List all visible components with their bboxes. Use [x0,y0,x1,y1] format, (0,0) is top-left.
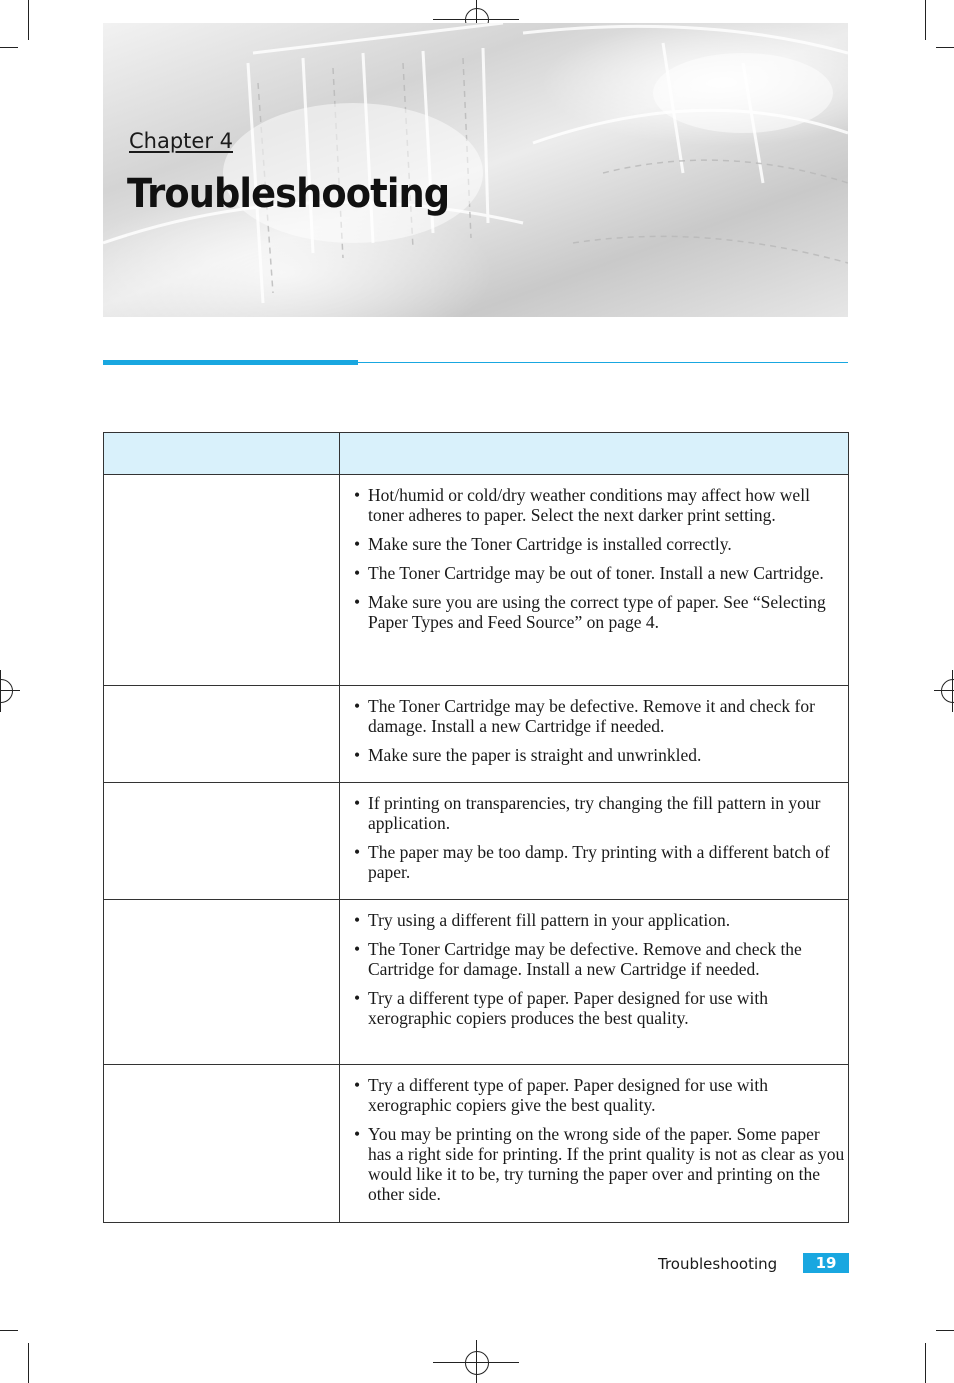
solution-cell [340,475,849,686]
registration-mark [465,1351,489,1375]
solution-cell [340,686,849,783]
crop-mark [925,0,926,40]
chapter-label: Chapter 4 [129,129,233,153]
table-row [104,686,849,783]
page-title: Troubleshooting [127,171,450,217]
solution-item: • Hot/humid or cold/dry weather conditions may affect how well toner adheres to paper. Select the next darker print setting. [340,485,848,525]
solution-item: • Make sure the Toner Cartridge is installed correctly. [340,534,848,554]
problem-cell [104,783,340,900]
table-header-row [104,433,849,475]
crop-mark [936,1330,954,1331]
solution-item: • You may be printing on the wrong side of the paper. Some paper has a right side for printing. If the print quality is not as clear as you would like it to be, try turning the paper over and printing on the other side. [340,1124,848,1204]
problem-cell [104,900,340,1065]
header-problem [104,433,340,475]
crop-mark [0,1330,18,1331]
problem-cell [104,475,340,686]
registration-mark-line [0,690,20,691]
solution-item: • Try using a different fill pattern in your application. [340,910,848,930]
registration-mark-line [934,690,954,691]
solution-item: • The Toner Cartridge may be defective. Remove and check the Cartridge for damage. Install a new Cartridge if needed. [340,939,848,979]
solution-item: • Make sure the paper is straight and unwrinkled. [340,745,848,765]
solution-cell [340,783,849,900]
table-row [104,783,849,900]
problem-cell [104,1065,340,1223]
crop-mark [28,1343,29,1383]
solution-item: • Try a different type of paper. Paper designed for use with xerographic copiers give the best quality. [340,1075,848,1115]
table-row [104,900,849,1065]
section-rule-thin [358,362,848,363]
problem-cell [104,686,340,783]
table-row [104,1065,849,1223]
troubleshooting-table [103,432,849,1223]
table-row [104,475,849,686]
solution-item: • Try a different type of paper. Paper designed for use with xerographic copiers produces the best quality. [340,988,848,1028]
registration-mark [0,679,13,703]
footer-section-label: Troubleshooting [658,1255,778,1273]
solution-cell [340,1065,849,1223]
solution-item: • The Toner Cartridge may be out of toner. Install a new Cartridge. [340,563,848,583]
section-rule-thick [103,360,358,365]
crop-mark [925,1343,926,1383]
chapter-banner [103,23,848,317]
crop-mark [936,47,954,48]
registration-mark-line [952,670,953,712]
solution-item: • If printing on transparencies, try changing the fill pattern in your application. [340,793,848,833]
registration-mark-line [476,1340,477,1383]
solution-item: • The Toner Cartridge may be defective. Remove it and check for damage. Install a new Cartridge if needed. [340,696,848,736]
printer-illustration [103,23,848,317]
solution-cell [340,900,849,1065]
solution-item: • Make sure you are using the correct type of paper. See “Selecting Paper Types and Feed Source” on page 4. [340,592,848,632]
page-number: 19 [803,1253,849,1273]
registration-mark-line [0,670,1,712]
solution-item: • The paper may be too damp. Try printing with a different batch of paper. [340,842,848,882]
crop-mark [28,0,29,40]
crop-mark [0,47,18,48]
header-solution [340,433,849,475]
